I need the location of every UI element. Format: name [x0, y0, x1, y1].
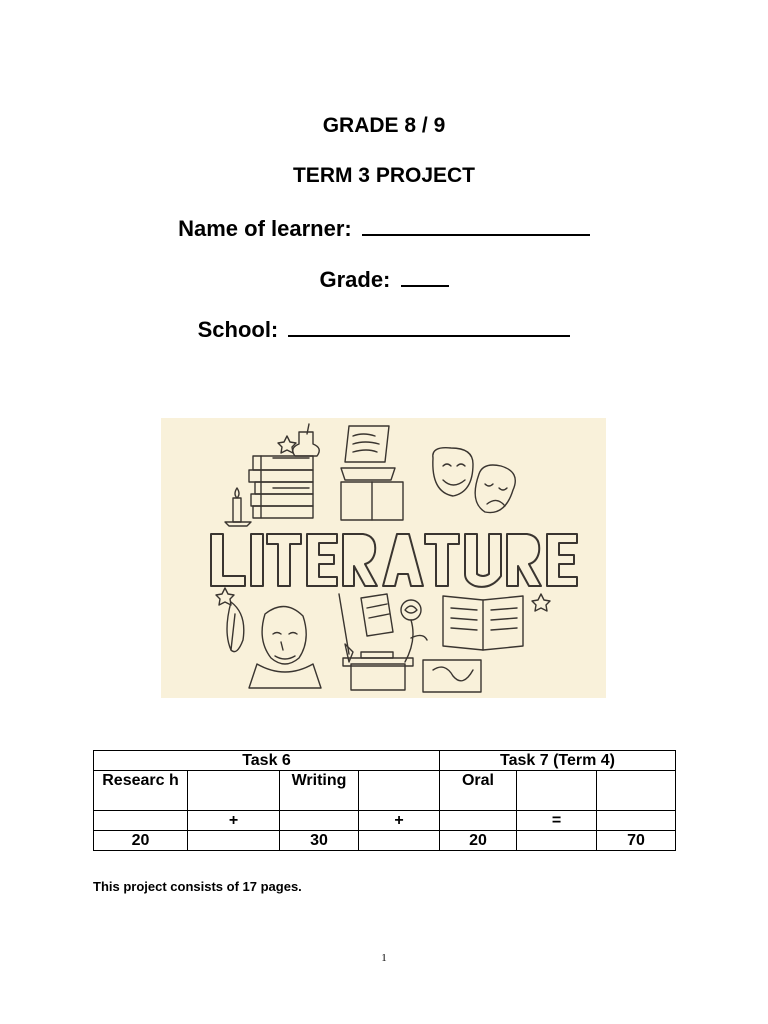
pages-note: This project consists of 17 pages.	[93, 879, 302, 894]
school-field	[0, 315, 768, 343]
open-book-icon	[443, 596, 523, 650]
term-title: TERM 3 PROJECT	[292, 164, 476, 187]
school-label: School:	[197, 317, 279, 342]
typewriter-icon	[343, 652, 413, 690]
learner-name-blank[interactable]	[362, 214, 590, 236]
total-mark-cell[interactable]	[597, 771, 676, 811]
grade-blank[interactable]	[401, 265, 449, 287]
grade-title: GRADE 8 / 9	[322, 114, 446, 137]
theatre-masks-icon	[433, 448, 515, 513]
ink-bottle-icon	[293, 424, 320, 456]
learner-name-label: Name of learner:	[178, 216, 352, 241]
table-row	[94, 811, 676, 831]
learner-name-field	[0, 214, 768, 242]
grade-label: Grade:	[319, 267, 391, 292]
task7-header: Task 7 (Term 4)	[440, 751, 676, 771]
oral-mark-cell[interactable]	[517, 771, 597, 811]
school-blank[interactable]	[288, 315, 570, 337]
research-max: 20	[94, 831, 188, 851]
table-row	[94, 831, 676, 851]
rose-icon	[401, 600, 427, 662]
candle-icon	[225, 488, 251, 526]
research-mark-cell[interactable]	[188, 771, 280, 811]
book-stack-icon	[249, 456, 313, 518]
empty-cell	[359, 831, 440, 851]
shakespeare-portrait-icon	[249, 606, 321, 688]
table-row	[94, 771, 676, 811]
paper-sheet-icon	[361, 594, 393, 636]
literature-cover-image	[161, 418, 606, 698]
total-max: 70	[597, 831, 676, 851]
oral-max: 20	[440, 831, 517, 851]
plus-sign-1: +	[188, 811, 280, 831]
ornament-icon	[423, 660, 481, 692]
research-label: Researc h	[94, 771, 188, 811]
writing-max: 30	[280, 831, 359, 851]
empty-cell	[440, 811, 517, 831]
task6-header: Task 6	[94, 751, 440, 771]
scroll-icon	[341, 426, 403, 520]
writing-label: Writing	[280, 771, 359, 811]
marks-table	[93, 750, 676, 851]
empty-cell	[188, 831, 280, 851]
grade-field	[0, 265, 768, 293]
page-number: 1	[381, 952, 387, 964]
empty-cell	[94, 811, 188, 831]
quill-pen-icon	[339, 594, 353, 662]
empty-cell	[597, 811, 676, 831]
plus-sign-2: +	[359, 811, 440, 831]
empty-cell	[517, 831, 597, 851]
literature-word	[211, 534, 577, 587]
empty-cell	[280, 811, 359, 831]
oral-label: Oral	[440, 771, 517, 811]
equals-sign: =	[517, 811, 597, 831]
table-row	[94, 751, 676, 771]
writing-mark-cell[interactable]	[359, 771, 440, 811]
feather-quill-icon	[227, 602, 244, 652]
